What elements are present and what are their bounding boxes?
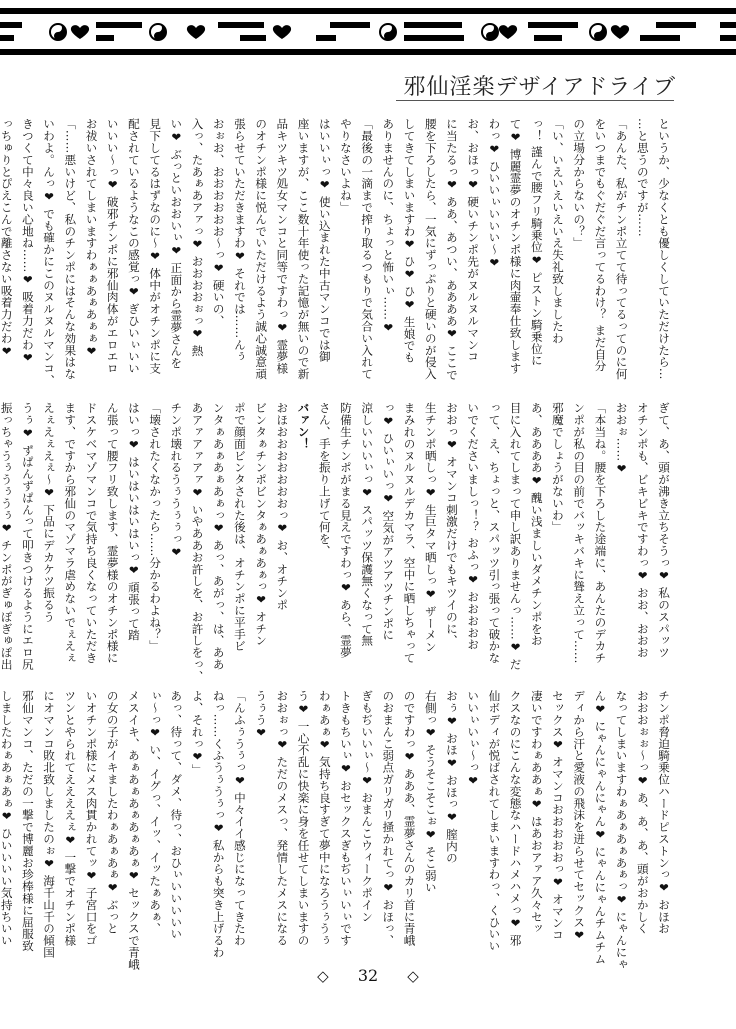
text-column: ぃ～っ❤ い、イグっ、イッ、イッたぁあぁ、 [148,690,163,935]
text-column: ンタぁあぁあぁあぁっ❤ あっ、あがっ、は、ああ [211,402,226,671]
text-column: ぎて、あ、頭が沸き立ちそうっ❤ 私のスパッツ [657,402,671,659]
text-column: 張らせていただきますわ❤ それでは……んぅ [232,118,247,363]
text-column: さん、手を振り上げて何を、 [317,402,332,557]
text-column: ンポが私の目の前でバッキバキに聳え立って…… [572,402,587,664]
text-column: ぎもぢいいぃ～❤ おまんこウィークポイン [360,690,375,923]
text-column: あアァアァアァ❤ いやああお許しを、お許しをっ、 [190,402,205,683]
text-column: おぉお、おおおおおお～っ❤ 硬いの、 [211,118,226,327]
text-column: 「い、いえいえいえいえ失礼致しましたわ [550,118,565,345]
text-column: よ、それっ❤」 [190,690,205,776]
text-column: の立場分からないの？」 [572,118,587,249]
text-column: きつくて中々良い心地ね……❤ 吸着力だわ❤ [20,118,35,365]
text-column: 見下してるはずなのに～❤ 体中がオチンポに支 [148,118,163,375]
text-column: …と思うのですが…… [635,118,650,237]
text-column: 「あんた、私がチンポ立てて待ってるってのに何 [614,118,629,380]
title-underline [396,100,674,101]
text-column: って、え、ちょっと、スパッツ引っ張って破かな [487,402,502,664]
text-column: してきてしまいますわ❤ ひ❤ ひ❤ 生娘でも [402,118,417,364]
text-column: 座いますが、ここ数十年使った記憶が無いので新 [296,118,311,380]
text-column: 「……悪いけど、私のチンポにはそんな効果はな [63,118,78,380]
page-footer [0,966,736,985]
text-column: いいぃいぃ～っ❤ [466,690,481,788]
text-block-top [0,118,672,387]
text-column: ドスケベマゾマンコで気持ち良くなっていただき [84,402,99,664]
text-column: おおおぉぉ～っ❤ あ、あ、あ、頭がおかしく [635,690,650,935]
text-column: 「壊されたくなかったら……分かるわよね？」 [148,402,163,652]
text-column: チンポ脅迫騎乗位ハードピストンっ❤ おほお [657,690,671,935]
text-block-bottom [0,690,672,971]
text-column: っちゅりとぴえこんで離さない吸着力だわ❤ [0,118,14,359]
text-column: 凄いですわぁああぁ❤ はあおアァア久々セッ [529,690,544,935]
text-column: なってしまいますわぁあぁあぁあぁっ❤ にゃんにゃ [614,690,629,971]
text-column: いオチンポ様にメス肉貫かれてッ❤ 子宮口をゴ [84,690,99,947]
text-column: お祓いされてしまいますわぁぁあぁあぁぁ❤ [84,118,99,359]
text-column: おおぉ……❤ [614,402,629,476]
text-column: 「んふぅうぅっ❤ 中々イイ感じになってきたわ [232,690,247,947]
text-column: おおっ❤ オマンコ刺激だけでもキツイのに、 [444,402,459,647]
text-column: 入っ、たあぁあアァっ❤ おおおおぉっ❤ 熱 [190,118,205,357]
text-column: あ、ああああ❤ 醜い浅ましいダメチンポをお [529,402,544,647]
text-column: 腰を下ろしたら、一気にずっぷりと硬いのが侵入 [423,118,438,380]
page-title: 邪仙淫楽デザイアドライブ [403,75,676,100]
text-column: はいっ❤ はいはいはいはいっ❤ 頑張って踏 [126,402,141,641]
text-column: ます、ですから邪仙のマゾマラ虐めないでぇえぇ [63,402,78,664]
text-column: に当たるっ❤ ああ、あつい、ああああ❤ ここで [444,118,459,381]
text-column: い❤ ぶっといおおいぃ❤ 正面から霊夢さんを [169,118,184,369]
text-column: はいいぃっ❤ 使い込まれた中古マンコでは御 [317,118,332,363]
text-column: ありませんのに、ちょっと怖いぃ……❤ [381,118,396,335]
text-column: おほおおおおおおおっ❤ お、オチンポ [275,402,290,611]
text-column: 邪魔でしょうがないわ」 [550,402,565,533]
text-column: 邪仙マンコ、ただの一撃で博麗お珍棒様に屈服致 [20,690,35,952]
text-column: て❤ 博麗霊夢のオチンポ様に肉壷奉仕致します [508,118,523,375]
text-column: う❤ 一心不乱に快楽に身を任せてしまいますの [296,690,311,947]
text-column: っ！ 謹んで腰フリ騎乗位❤ ピストン騎乗位に [529,118,544,367]
text-column: バァン！ [296,402,311,450]
text-column: ん張って腰フリ致します、霊夢様のオチンポ様に [105,402,120,664]
text-column: 仙ボディが悦ばされてしまいますわっ、くひいい [487,690,502,952]
text-column: おぅ❤ おほ❤ おほっ❤ 膣内の [444,690,459,864]
text-column: いいい～っ❤ 破邪チンポに邪仙肉体がエロエロ [105,118,120,375]
text-column: ん❤ にゃんにゃんにゃん❤ にゃんにゃんチムチム [593,690,608,965]
text-column: というか、少なくとも優しくしていただけたら… [657,118,671,380]
text-column: わっ❤ ひいいぃいいい～❤ [487,118,502,270]
text-column: いでくださいましっ！？ おふっ❤ おおおおお [466,402,481,651]
text-column: 右側っ❤ そうそこそこぉ❤ そこ弱い [423,690,438,894]
text-column: 目に入れてしまって申し訳ありませんっ……❤ だ [508,402,523,671]
text-column: ねっ……くふうぅうぅっ❤ 私からも突き上げるわ [211,690,226,959]
text-column: オチンポも、ビキビキですわっ❤ おお、おおお [635,402,650,659]
text-column: 振っちゃうぅうぅうぅ❤ チンポがぎゅぽぎゅぽ出 [0,402,14,671]
page-number: 32 [357,966,379,985]
text-column: まみれのヌルヌルデカマラ、空中に晒しちゃって [402,402,417,664]
text-column: うぅう❤ [254,690,269,740]
text-column: ビンタぁチンポビンタぁあぁあぁっ❤ オチン [254,402,269,647]
text-column: 生チンポ晒しっ❤ 生巨タマ晒しっ❤ ザーメン [423,402,438,653]
text-column: 「最後の一滴まで搾り取るつもりで気合い入れて [360,118,375,380]
text-column: ツンとやられてええええぇ❤ 一撃でオチンポ様 [63,690,78,947]
text-column: の女の子がイキましたわぁあぁあぁ❤ ぶっと [105,690,120,935]
diamond-icon: ◇ [317,967,329,985]
decorative-header-border [0,0,736,64]
text-column: 涼しいいいぃっ❤ スパッツ保護無くなって無 [360,402,375,647]
text-column: クスなのにこんな変態なハードハメハメっ❤ 邪 [508,690,523,947]
text-column: 配されているようなこの感覚っ❤ ぎひいぃいい [126,118,141,375]
text-column: あっ、待って、ダメ、待っ、おひぃいいいいい [169,690,184,940]
text-column: やりなさいよね」 [338,118,353,214]
text-column: おおぉっ❤ ただのメスっ、発情したメスになる [275,690,290,947]
text-column: チンポ壊れるうぅうぅぅっ❤ [169,402,184,560]
text-column: っ❤ ひいぃいっ❤ 空気がアツアツチンポに [381,402,396,641]
text-column: 防備生チンポがまる見えですわっ❤ あら、霊夢 [338,402,353,659]
text-column: トきもちいぃ❤ おセックスぎもぢいぃいぃです [338,690,353,947]
text-column: わぁあぁ❤ 気持ち良すぎて夢中になろうぅうぅ [317,690,332,947]
text-column: のおまんこ弱点ガリガリ掻かれてっ❤ おほっ、 [381,690,396,947]
text-column: をいつまでもぐだぐだ言ってるわけ？ まだ自分 [593,118,608,372]
text-column: いわよ。んっ❤ でも確かにこのヌルヌルマンコ、 [42,118,57,387]
text-column: 品キツキツ処女マンコと同等ですわっ❤ 霊夢様 [275,118,290,375]
text-column: メスイキ、あぁあぁあぁあぁあぁ❤ セックスで青峨 [126,690,141,971]
text-block-middle [0,402,672,683]
text-column: にオマンコ敗北致しましたのぉ❤ 海千山千の傾国 [42,690,57,959]
text-column: のオチンポ様に悦んでいただけるよう誠心誠意頑 [254,118,269,380]
text-column: お、おほっ❤ 硬いチンポ先がヌルヌルマンコ [466,118,481,363]
diamond-icon: ◇ [407,967,419,985]
text-column: のですわっ❤ あああ、霊夢さんのカリ首に青峨 [402,690,417,947]
text-column: うぅ❤ ずぱんずぱんって叩きつけるようにエロ尻 [20,402,35,671]
text-column: えぇえぇえぇ～❤ 下品にデカケツ振るう [42,402,57,623]
text-column: しましたわぁあぁあぁ❤ ひいいいい気持ちいい [0,690,14,947]
text-column: セックス❤ オマンコおおおおおっ❤ オマンコ [550,690,565,941]
text-column: 「本当ね。腰を下ろした途端に、あんたのデカチ [593,402,608,664]
text-column: ディから汗と愛液の飛沫を迸らせてセックス❤ [572,690,587,943]
text-column: ポで顔面ビンタされた後は、オチンポに平手ビ [232,402,247,652]
